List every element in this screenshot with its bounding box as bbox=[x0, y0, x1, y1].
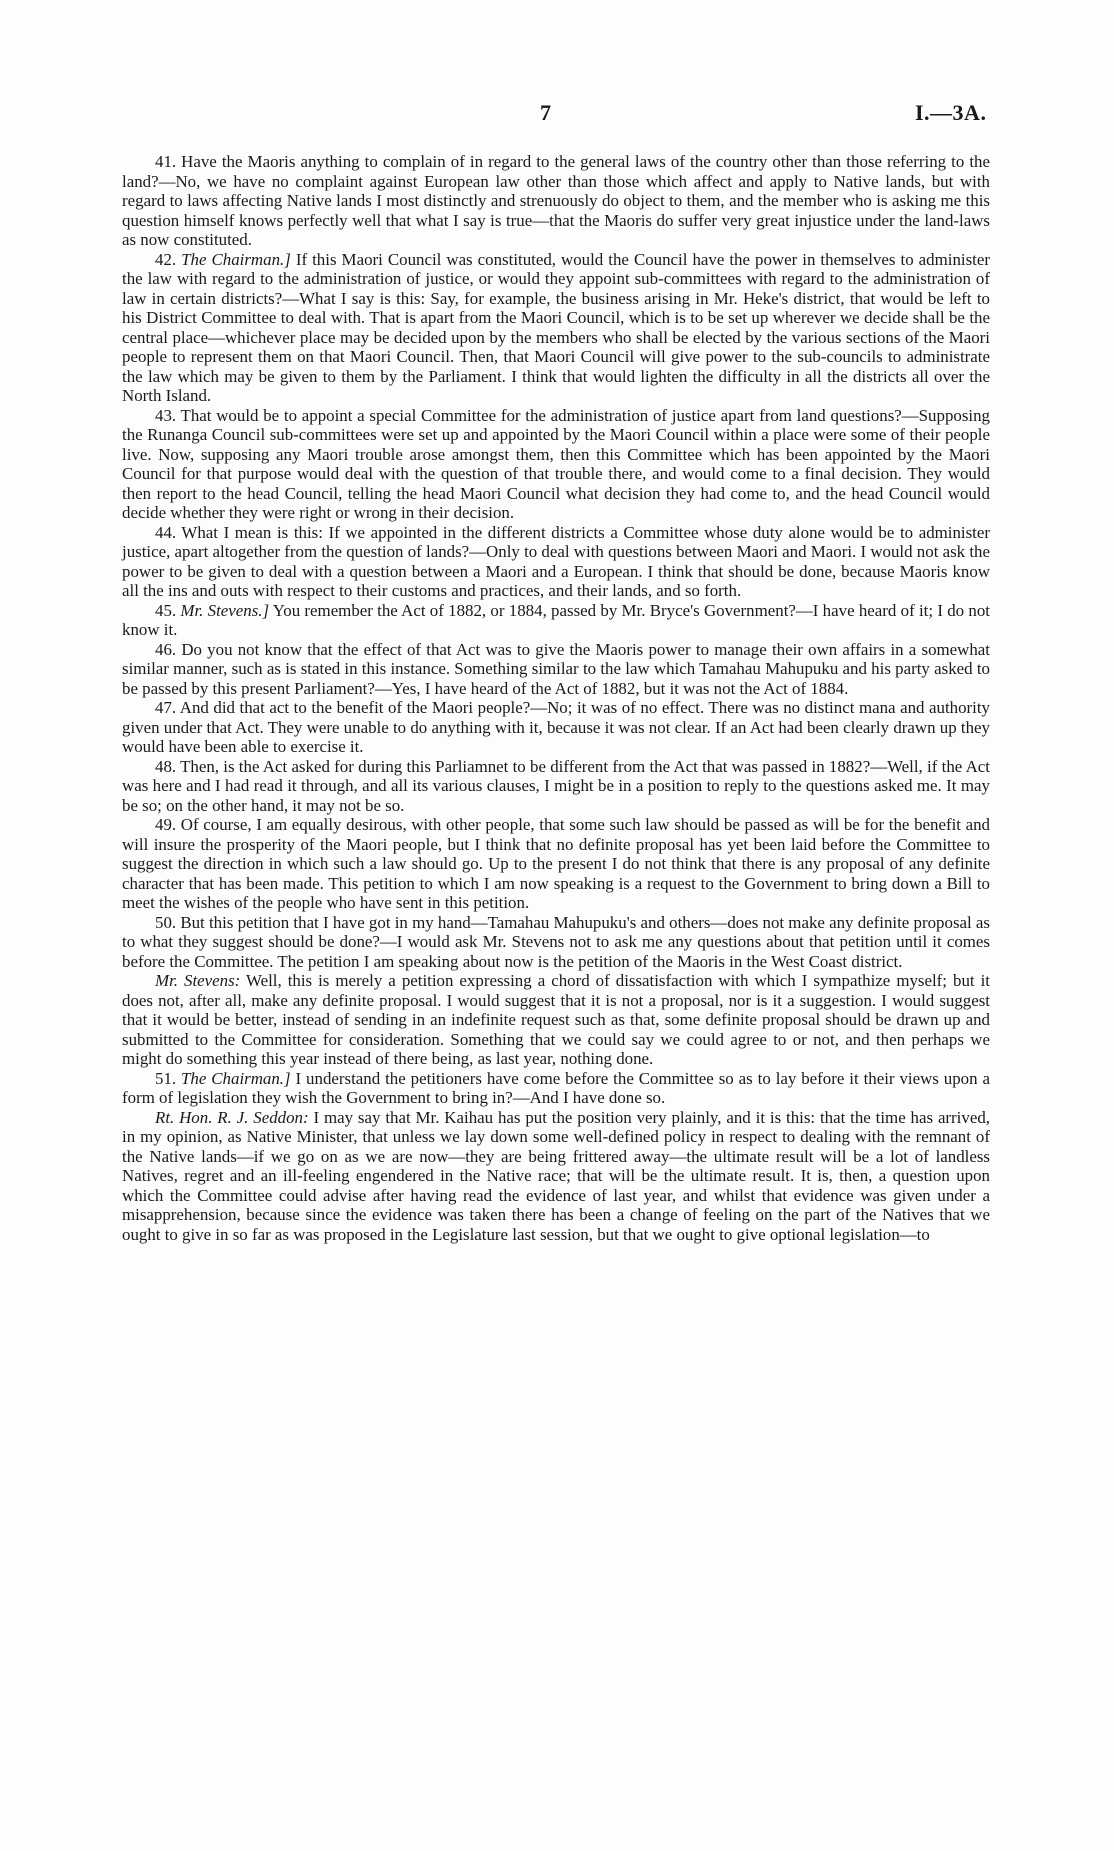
paragraph-q47 bbox=[122, 698, 990, 757]
question-number: 51. bbox=[155, 1068, 182, 1088]
paragraph-text: I may say that Mr. Kaihau has put the position very plainly, and it is this: that the time has arrived, in my opinion, as Native Minister, that unless we lay down some well-defined policy in respect to dealing with the remnant of the Native lands—if we go on as we are now—they are being frittered away—the ultimate result will be a lot of landless Natives, regret and an ill-feeling engendered in the Native race; that will be the ultimate result. It is, then, a question upon which the Committee could advise after having read the evidence of last year, and whilst that evidence was given under a misapprehension, because since the evidence was taken there has been a change of feeling on the part of the Natives that we ought to give in so far as was proposed in the Legislature last session, but that we ought to give optional legislation—to bbox=[122, 1107, 990, 1244]
question-number: 41. bbox=[155, 152, 182, 171]
question-number: 48. bbox=[155, 756, 181, 776]
page-header bbox=[0, 100, 1114, 130]
paragraph-q42 bbox=[122, 250, 990, 406]
paragraph-text: If this Maori Council was constituted, would the Council have the power in themselves to administer the law with regard to the administration of justice, or would they appoint sub-committees with regard to the administration of law in certain districts?—What I say is this: Say, for example, the business arising in Mr. Heke's district, that would be left to his District Committee to deal with. That is apart from the Maori Council, which is to be set up wherever we decide shall be the central place—whichever place may be decided upon by the members who shall be elected by the various sections of the Maori people to represent them on that Maori Council. Then, that Maori Council will give power to the sub-councils to administrate the law which may be given to them by the Parliament. I think that would lighten the difficulty in all the districts all over the North Island. bbox=[122, 249, 990, 405]
paragraph-text: Have the Maoris anything to complain of in regard to the general laws of the country other than those referring to the land?—No, we have no complaint against European law other than those which affect and apply to Native lands, but with regard to laws affecting Native lands I most distinctly and strenuously do object to them, and the member who is asking me this question himself knows perfectly well that what I say is true—that the Maoris do suffer very great injustice under the land-laws as now constituted. bbox=[122, 152, 990, 249]
speaker-name: Mr. Stevens.] bbox=[180, 600, 270, 620]
paragraph-text: Do you not know that the effect of that Act was to give the Maoris power to manage their own affairs in a somewhat similar manner, such as is stated in this instance. Something similar to the law which Tamahau Mahupuku and his party asked to be passed by this present Parliament?—Yes, I have heard of the Act of 1882, but it was not the Act of 1884. bbox=[122, 639, 990, 698]
paragraph-q46 bbox=[122, 640, 990, 699]
question-number: 47. bbox=[155, 698, 180, 717]
paragraph-text: I understand the petitioners have come before the Committee so as to lay before it their views upon a form of legislation they wish the Government to bring in?—And I have done so. bbox=[122, 1068, 990, 1107]
speaker-name: Mr. Stevens: bbox=[155, 971, 241, 990]
question-number: 44. bbox=[155, 522, 182, 542]
paragraph-text: That would be to appoint a special Committee for the administration of justice apart from land questions?—Supposing the Runanga Council sub-committees were set up and appointed by the Maori Council within a place were some of their people live. Now, supposing any Maori trouble arose amongst them, then this Committee which has been appointed by the Maori Council for that purpose would deal with the question of that trouble there, and would come to a final decision. They would then report to the head Council, telling the head Maori Council what decision they had come to, and the head Council would decide whether they were right or wrong in their decision. bbox=[122, 405, 990, 522]
paragraph-q44 bbox=[122, 523, 990, 601]
paragraph-stevens-remark bbox=[122, 971, 990, 1069]
question-number: 45. bbox=[155, 600, 181, 620]
paragraph-text: Of course, I am equally desirous, with other people, that some such law should be passed as will be for the benefit and will insure the prosperity of the Maori people, but I think that no definite proposal has yet been laid before the Committee to suggest the direction in which such a law should go. Up to the present I do not think that there is any proposal of any definite character that has been made. This petition to which I am now speaking is a request to the Government to bring down a Bill to meet the wishes of the people who have sent in this petition. bbox=[122, 815, 991, 912]
question-number: 50. bbox=[155, 912, 181, 932]
paragraph-q49 bbox=[122, 815, 990, 913]
document-code: I.—3A. bbox=[915, 100, 987, 125]
paragraph-q45 bbox=[122, 601, 990, 640]
question-number: 43. bbox=[155, 405, 181, 425]
paragraph-text: Well, this is merely a petition expressing a chord of dissatisfaction with which I sympathize myself; but it does not, after all, make any definite proposal. I would suggest that it is not a proposal, nor is it a suggestion. I would suggest that it would be better, instead of sending in an indefinite request such as that, some definite proposal should be drawn up and submitted to the Committee for consideration. Something that we could say we could agree to or not, and then perhaps we might do something this year instead of there being, as last year, nothing done. bbox=[122, 971, 990, 1068]
speaker-name: The Chairman.] bbox=[181, 249, 291, 269]
paragraph-text: And did that act to the benefit of the Maori people?—No; it was of no effect. There was no distinct mana and authority given under that Act. They were unable to do anything with it, because it was not clear. If an Act had been clearly drawn up they would have been able to exercise it. bbox=[122, 698, 991, 756]
speaker-name: Rt. Hon. R. J. Seddon: bbox=[155, 1107, 309, 1127]
speaker-name: The Chairman.] bbox=[181, 1068, 291, 1088]
paragraph-q50 bbox=[122, 913, 990, 972]
question-number: 46. bbox=[155, 639, 182, 659]
document-body bbox=[122, 152, 990, 1244]
paragraph-text: Then, is the Act asked for during this Parliamnet to be different from the Act that was passed in 1882?—Well, if the Act was here and I had read it through, and all its various clauses, I might be in a position to reply to the questions asked me. It may be so; on the other hand, it may not be so. bbox=[122, 756, 990, 815]
paragraph-q51 bbox=[122, 1069, 990, 1108]
paragraph-seddon-remark bbox=[122, 1108, 990, 1245]
paragraph-q48 bbox=[122, 757, 990, 816]
paragraph-q43 bbox=[122, 406, 990, 523]
question-number: 49. bbox=[155, 815, 181, 834]
page-number: 7 bbox=[540, 100, 551, 125]
paragraph-text: What I mean is this: If we appointed in the different districts a Committee whose duty alone would be to administer justice, apart altogether from the question of lands?—Only to deal with questions between Maori and Maori. I would not ask the power to be given to deal with a question between a Maori and a European. I think that should be done, because Maoris know all the ins and outs with respect to their customs and practices, and their lands, and so forth. bbox=[122, 522, 990, 600]
paragraph-text: But this petition that I have got in my hand—Tamahau Mahupuku's and others—does not make any definite proposal as to what they suggest should be done?—I would ask Mr. Stevens not to ask me any questions about that petition until it comes before the Committee. The petition I am speaking about now is the petition of the Maoris in the West Coast district. bbox=[122, 912, 990, 971]
paragraph-text: You remember the Act of 1882, or 1884, passed by Mr. Bryce's Government?—I have heard of it; I do not know it. bbox=[122, 600, 990, 639]
paragraph-q41 bbox=[122, 152, 990, 250]
question-number: 42. bbox=[155, 249, 182, 269]
